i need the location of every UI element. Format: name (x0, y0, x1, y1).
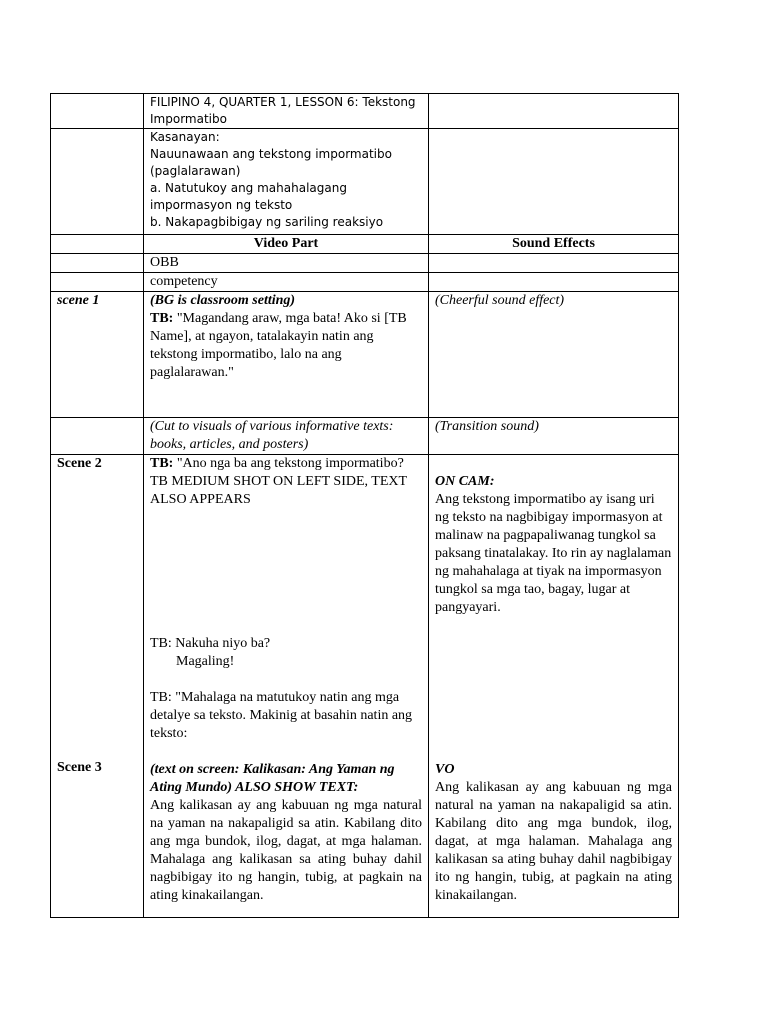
cut-sfx: (Transition sound) (429, 418, 679, 455)
skills-heading: Kasanayan: (150, 130, 220, 144)
dialogue-text: "Magandang araw, mga bata! Ako si [TB Name], at ngayon, tatalakayin natin ang tekstong impormatibo, lalo na ang paglalarawan." (150, 311, 407, 380)
empty-cell (429, 273, 679, 292)
scene-label-cell (51, 455, 144, 918)
spacer (150, 743, 422, 761)
title-row (51, 94, 679, 129)
skills-cell (144, 129, 429, 235)
script-table (50, 93, 679, 918)
speaker-label: TB: (150, 456, 174, 471)
dialogue-text: "Ano nga ba ang tekstong impormatibo? (173, 456, 404, 471)
spacer (435, 455, 672, 473)
competency-cell: competency (144, 273, 429, 292)
scene1-video-cell (144, 292, 429, 418)
empty-cell (51, 94, 144, 129)
skills-item-b: b. Nakapagbibigay ng sariling reaksiyo (150, 215, 384, 229)
scene2-question (150, 455, 422, 473)
scene2-praise: Magaling! (176, 654, 235, 669)
oncam-text: Ang tekstong impormatibo ay isang uri ng teksto na nagbibigay impormasyon at malinaw na pagpapaliwanag tungkol sa paksang tinatalakay. Ito rin ay naglalaman ng mahahalaga at tiyak na impormasyon tungkol sa mga tao, bagay, lugar at pangyayari. (435, 492, 672, 615)
empty-cell (51, 273, 144, 292)
speaker-label: TB: (150, 311, 174, 326)
scene2-3-video-cell (144, 455, 429, 918)
scene1-bg-note: (BG is classroom setting) (150, 293, 296, 308)
spacer (150, 509, 422, 635)
scene2-3-sfx-cell (429, 455, 679, 918)
video-part-header: Video Part (144, 235, 429, 254)
empty-cell (51, 418, 144, 455)
competency-row (51, 273, 679, 292)
scene1-dialogue (150, 310, 422, 382)
obb-row (51, 254, 679, 273)
empty-cell (51, 129, 144, 235)
scene2-check: TB: Nakuha niyo ba? (150, 636, 271, 651)
column-header-row (51, 235, 679, 254)
scene-label: Scene 2 (57, 456, 102, 471)
spacer (435, 617, 672, 761)
scene2-intro: TB: "Mahalaga na matutukoy natin ang mga detalye sa teksto. Makinig at basahin natin ang teksto: (150, 690, 413, 741)
cut-visual-note: (Cut to visuals of various informative texts: books, articles, and posters) (144, 418, 429, 455)
empty-cell (429, 129, 679, 235)
sound-effects-header: Sound Effects (429, 235, 679, 254)
vo-text: Ang kalikasan ay ang kabuuan ng mga natural na yaman na nakapaligid sa atin. Kabilang dito ang mga bundok, ilog, dagat, at mga halaman. Mahalaga ang kalikasan sa ating buhay dahil nagbibigay ito ng hangin, tubig, at pagkain na ating kinakailangan. (435, 780, 672, 903)
skills-item-a: a. Natutukoy ang mahahalagang impormasyon ng teksto (150, 181, 347, 212)
oncam-label: ON CAM: (435, 474, 495, 489)
vo-label: VO (435, 762, 455, 777)
shot-note: TB MEDIUM SHOT ON LEFT SIDE, TEXT ALSO APPEARS (150, 474, 407, 507)
scene-label: scene 1 (51, 292, 144, 418)
skills-row (51, 129, 679, 235)
obb-cell: OBB (144, 254, 429, 273)
scene1-row (51, 292, 679, 418)
scene-label: Scene 3 (57, 760, 102, 775)
empty-cell (51, 254, 144, 273)
scene1-sfx: (Cheerful sound effect) (429, 292, 679, 418)
scene2-3-row (51, 455, 679, 918)
lesson-title: FILIPINO 4, QUARTER 1, LESSON 6: Tekstong Impormatibo (144, 94, 429, 129)
scene3-body-text: Ang kalikasan ay ang kabuuan ng mga natural na yaman na nakapaligid sa atin. Kabilang dito ang mga bundok, ilog, dagat, at mga halaman. Mahalaga ang kalikasan sa ating buhay dahil nagbibigay ito ng hangin, tubig, at pagkain na ating kinakailangan. (150, 798, 422, 903)
spacer (150, 671, 422, 689)
empty-cell (429, 254, 679, 273)
cut-row (51, 418, 679, 455)
empty-cell (429, 94, 679, 129)
empty-cell (51, 235, 144, 254)
scene3-onscreen-note: (text on screen: Kalikasan: Ang Yaman ng Ating Mundo) ALSO SHOW TEXT: (150, 762, 395, 795)
skills-line: Nauunawaan ang tekstong impormatibo (paglalarawan) (150, 147, 392, 178)
